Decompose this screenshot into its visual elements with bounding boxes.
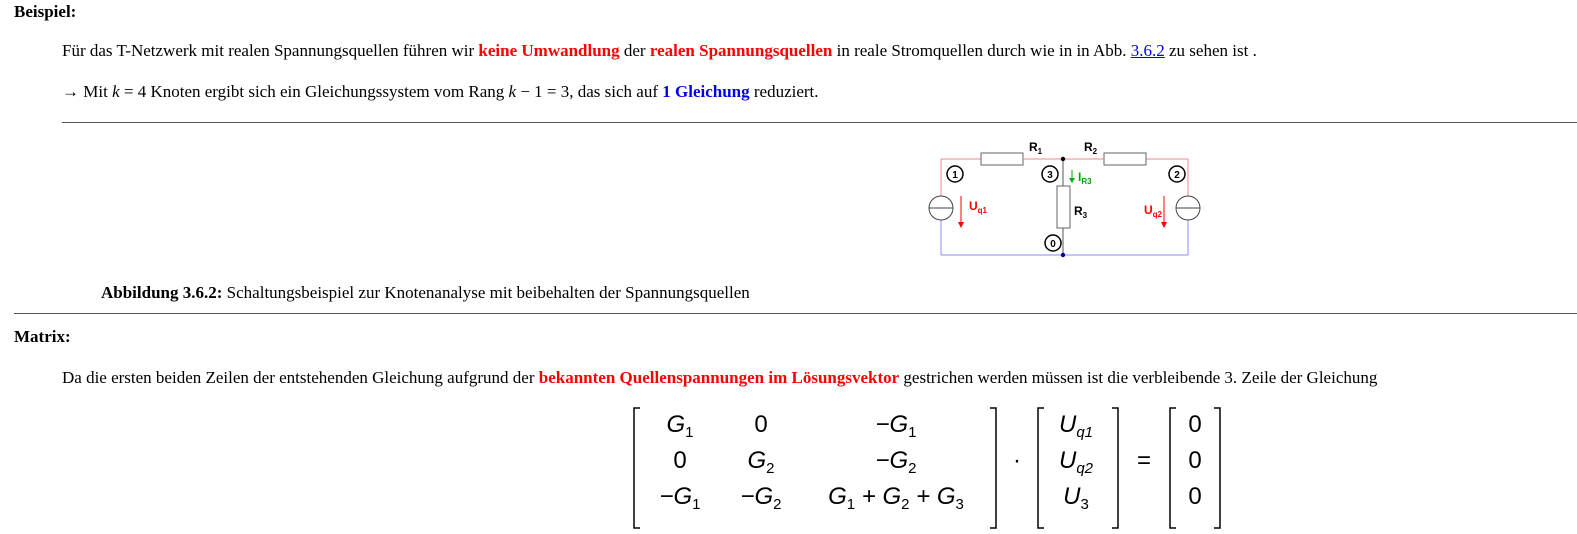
junction-top: [1061, 157, 1065, 161]
example-heading: Beispiel:: [14, 2, 77, 21]
junction-bottom: [1061, 253, 1065, 257]
text: − 1 = 3, das sich auf: [516, 82, 663, 101]
node-2: [1169, 166, 1185, 182]
m-r3c3: $G_1 + G_2 + G_3$: [828, 483, 964, 513]
resistor-r1: [981, 153, 1023, 165]
text: Für das T-Netzwerk mit realen Spannungsquellen führen wir: [62, 41, 479, 60]
matrix-paragraph: [62, 368, 1377, 388]
node-1: [947, 166, 963, 182]
arrow-text: → Mit: [62, 82, 113, 101]
text: = 4 Knoten ergibt sich ein Gleichungssystem vom Rang: [119, 82, 509, 101]
text: zu sehen ist .: [1164, 41, 1257, 60]
example-paragraph-2: [62, 82, 819, 102]
text: Da die ersten beiden Zeilen der entstehenden Gleichung aufgrund der: [62, 368, 539, 387]
m-r1c2: 0: [754, 411, 768, 438]
highlight-keine-umwandlung: keine Umwandlung: [478, 41, 620, 60]
m-r1c1: $G_1$: [666, 411, 694, 441]
m-r1c3: $-G_1$: [875, 411, 917, 441]
node-3: [1042, 166, 1058, 182]
svg-text:1: 1: [952, 170, 958, 181]
text: in reale Stromquellen durch wie in in Abb.: [832, 41, 1131, 60]
divider-bottom: [14, 313, 1577, 314]
rhs-3: 0: [1188, 483, 1202, 510]
rhs-1: 0: [1188, 411, 1202, 438]
u-2: $U_{q2}$: [1058, 447, 1094, 477]
text: gestrichen werden müssen ist die verbleibende 3. Zeile der Gleichung: [899, 368, 1378, 387]
m-r2c3: $-G_2$: [875, 447, 917, 477]
svg-text:0: 0: [1050, 239, 1056, 250]
text: der: [619, 41, 650, 60]
circuit-diagram: [920, 138, 1210, 263]
m-r2c1: 0: [673, 447, 687, 474]
svg-text:2: 2: [1174, 170, 1180, 181]
rhs-2: 0: [1188, 447, 1202, 474]
figure-caption: [101, 283, 750, 303]
example-paragraph-1: [62, 41, 1257, 61]
figure-link[interactable]: 3.6.2: [1130, 41, 1165, 60]
label-uq2: $U_{q2}$: [1144, 203, 1163, 219]
resistor-r3: [1057, 186, 1070, 228]
caption-label: Abbildung 3.6.2:: [101, 283, 223, 302]
caption-text: Schaltungsbeispiel zur Knotenanalyse mit beibehalten der Spannungsquellen: [222, 283, 750, 302]
var-k: k: [112, 82, 120, 101]
m-r2c2: $G_2$: [747, 447, 775, 477]
matrix-equation: [628, 404, 1228, 532]
text: reduziert.: [749, 82, 819, 101]
divider-top: [62, 122, 1577, 123]
m-r3c2: $-G_2$: [740, 483, 782, 513]
u-3: $U_3$: [1063, 483, 1089, 513]
equals-operator: =: [1136, 447, 1152, 474]
highlight-bekannten-quellenspannungen: bekannten Quellenspannungen im Lösungsvektor: [538, 368, 900, 387]
dot-operator: ·: [1013, 447, 1021, 474]
highlight-1-gleichung: 1 Gleichung: [662, 82, 750, 101]
matrix-heading: Matrix:: [14, 327, 71, 346]
uq1-arrow-icon: [958, 222, 964, 228]
var-k: k: [508, 82, 517, 101]
label-r1: $R_1$: [1029, 140, 1043, 156]
m-r3c1: $-G_1$: [659, 483, 701, 513]
u-1: $U_{q1}$: [1058, 411, 1094, 441]
ir3-arrow-icon: [1069, 178, 1075, 183]
label-uq1: $U_{q1}$: [969, 199, 988, 215]
label-ir3: $I_{R3}$: [1078, 170, 1092, 186]
svg-text:3: 3: [1047, 170, 1053, 181]
highlight-realen-spannungsquellen: realen Spannungsquellen: [649, 41, 833, 60]
label-r2: $R_2$: [1084, 140, 1098, 156]
uq2-arrow-icon: [1161, 222, 1167, 228]
node-0: [1045, 235, 1061, 251]
resistor-r2: [1104, 153, 1146, 165]
label-r3: $R_3$: [1074, 204, 1088, 220]
